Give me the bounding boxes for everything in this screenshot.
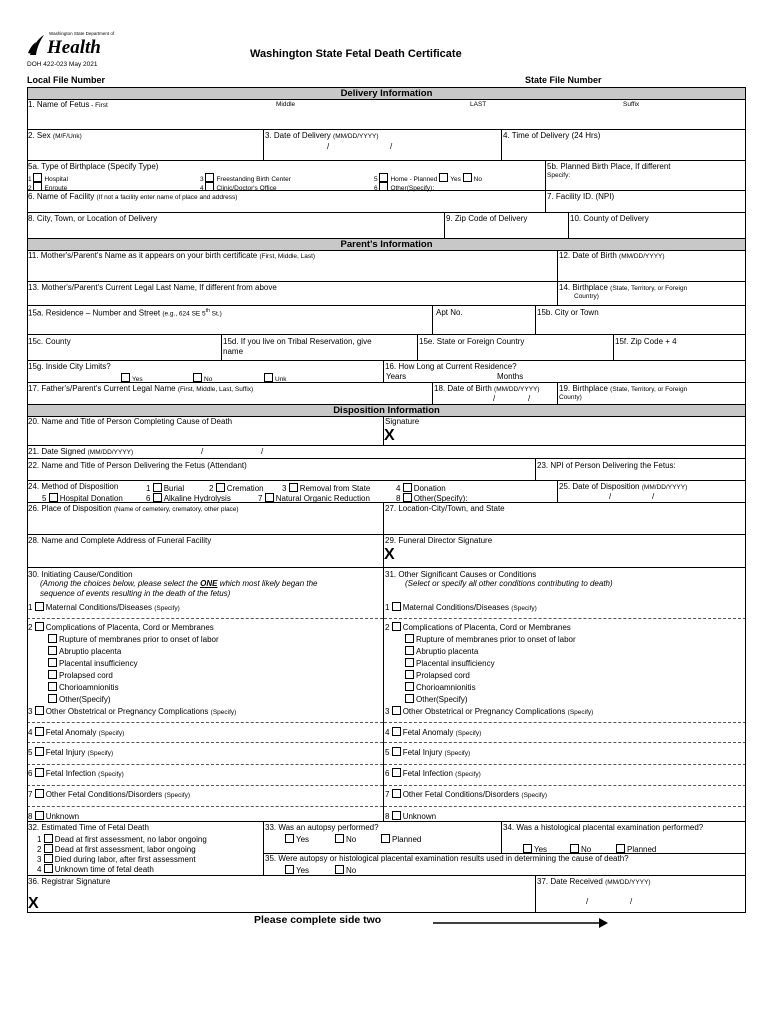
f34-planned[interactable]: Planned	[616, 844, 656, 854]
f5b-label: 5b. Planned Birth Place, If different	[547, 162, 671, 171]
f15g-no[interactable]: No	[193, 373, 212, 384]
f4-label: 4. Time of Delivery (24 Hrs)	[503, 131, 601, 140]
section-delivery	[27, 87, 746, 100]
f16-months: Months	[497, 372, 524, 381]
f11-label: 11. Mother's/Parent's Name as it appears on your birth certificate (First, Middle, Last)	[28, 251, 316, 260]
f21-slash2: /	[261, 447, 264, 456]
f27-label: 27. Location-City/Town, and State	[385, 504, 505, 513]
f19-hint2: County)	[559, 394, 582, 401]
f24-burial[interactable]: 1 Burial	[146, 484, 185, 493]
f1-middle: Middle	[276, 101, 296, 108]
f31-c3[interactable]: 3 Other Obstetrical or Pregnancy Complications (Specify)	[385, 707, 594, 716]
f34-yes[interactable]: Yes	[523, 844, 547, 854]
f30-c7[interactable]: 7 Other Fetal Conditions/Disorders (Specify)	[28, 790, 191, 799]
f2-label: 2. Sex (M/F/Unk)	[28, 131, 82, 140]
f30-c8[interactable]: 8 Unknown	[28, 812, 80, 821]
f15a-label: 15a. Residence – Number and Street (e.g., 624 SE 5th St.)	[28, 308, 222, 318]
f18-slash1: /	[493, 394, 496, 403]
f24-organic[interactable]: 7 Natural Organic Reduction	[258, 494, 370, 503]
f24-removal[interactable]: 3 Removal from State	[282, 484, 371, 493]
health-logo	[27, 27, 115, 61]
f30-c1[interactable]: 1 Maternal Conditions/Diseases (Specify)	[28, 603, 180, 612]
f14-label: 14. Birthplace (State, Territory, or Foreign	[559, 283, 688, 292]
f31-s2[interactable]: Abruptio placenta	[405, 646, 478, 656]
f1-suffix: Suffix	[623, 101, 640, 108]
f28-label: 28. Name and Complete Address of Funeral Facility	[28, 536, 212, 545]
f31-c8[interactable]: 8 Unknown	[385, 812, 437, 821]
f3-slash1: /	[327, 142, 330, 151]
f13-label: 13. Mother's/Parent's Current Legal Last Name, If different from above	[28, 283, 277, 292]
f37-label: 37. Date Received (MM/DD/YYYY)	[537, 877, 651, 886]
f21-label: 21. Date Signed (MM/DD/YYYY)	[28, 447, 134, 456]
f35-no[interactable]: No	[335, 865, 356, 875]
apt-label: Apt No.	[436, 308, 463, 317]
f30-label: 30. Initiating Cause/Condition	[28, 570, 133, 579]
section-parents	[27, 238, 746, 251]
f30-c2[interactable]: 2 Complications of Placenta, Cord or Membranes	[28, 623, 214, 632]
f15e-label: 15e. State or Foreign Country	[419, 337, 525, 346]
footer-text: Please complete side two	[254, 914, 382, 926]
f12-label: 12. Date of Birth (MM/DD/YYYY)	[559, 251, 665, 260]
f31-c7[interactable]: 7 Other Fetal Conditions/Disorders (Specify)	[385, 790, 548, 799]
f33-planned[interactable]: Planned	[381, 834, 421, 844]
health-logo-icon	[27, 33, 47, 57]
f7-label: 7. Facility ID. (NPI)	[547, 192, 615, 201]
state-file-label: State File Number	[525, 75, 602, 85]
f36-sign-x[interactable]: X	[28, 895, 39, 912]
f21-slash1: /	[201, 447, 204, 456]
f5a-opt3[interactable]: 3 Freestanding Birth Center	[200, 173, 291, 184]
f29-label: 29. Funeral Director Signature	[385, 536, 493, 545]
f33-no[interactable]: No	[335, 834, 356, 844]
f30-s1[interactable]: Rupture of membranes prior to onset of labor	[48, 634, 219, 644]
f31-s1[interactable]: Rupture of membranes prior to onset of labor	[405, 634, 576, 644]
f24-other[interactable]: 8 Other(Specify):	[396, 494, 468, 503]
f36-label: 36. Registrar Signature	[28, 877, 111, 886]
f32-o1[interactable]: 1 Dead at first assessment, no labor ongoing	[37, 835, 207, 844]
f15g-yes[interactable]: Yes	[121, 373, 143, 384]
f3-slash2: /	[390, 142, 393, 151]
f5a-label: 5a. Type of Birthplace (Specify Type)	[28, 162, 159, 171]
f34-label: 34. Was a histological placental examination performed?	[503, 823, 704, 832]
f31-s3[interactable]: Placental insufficiency	[405, 658, 495, 668]
f15d-label: 15d. If you live on Tribal Reservation, give	[223, 337, 372, 346]
f5b-specify: Specify:	[547, 172, 571, 179]
f37-slash1: /	[586, 897, 589, 906]
f35-label: 35. Were autopsy or histological placental examination results used in determining the cause of death?	[265, 854, 629, 863]
f31-instr1: (Select or specify all other conditions contributing to death)	[405, 579, 613, 588]
f30-s2[interactable]: Abruptio placenta	[48, 646, 121, 656]
f30-s5[interactable]: Chorioamnionitis	[48, 682, 119, 692]
f30-c6[interactable]: 6 Fetal Infection (Specify)	[28, 769, 124, 778]
f25-label: 25. Date of Disposition (MM/DD/YYYY)	[559, 482, 688, 491]
f30-c3[interactable]: 3 Other Obstetrical or Pregnancy Complications (Specify)	[28, 707, 237, 716]
f32-o4[interactable]: 4 Unknown time of fetal death	[37, 865, 154, 874]
local-file-label: Local File Number	[27, 75, 106, 85]
f3-label: 3. Date of Delivery (MM/DD/YYYY)	[265, 131, 379, 140]
f5a-opt1[interactable]: 1 Hospital	[28, 173, 68, 184]
f30-c5[interactable]: 5 Fetal Injury (Specify)	[28, 748, 114, 757]
f35-yes[interactable]: Yes	[285, 865, 309, 875]
f14-hint2: Country)	[574, 293, 599, 300]
f32-o3[interactable]: 3 Died during labor, after first assessment	[37, 855, 196, 864]
f31-c4[interactable]: 4 Fetal Anomaly (Specify)	[385, 728, 482, 737]
f15c-label: 15c. County	[28, 337, 71, 346]
form-code: DOH 422-023 May 2021	[27, 61, 98, 68]
f15b-label: 15b. City or Town	[537, 308, 599, 317]
f15g-label: 15g. Inside City Limits?	[28, 362, 111, 371]
f32-o2[interactable]: 2 Dead at first assessment, labor ongoing	[37, 845, 196, 854]
f15g-unk[interactable]: Unk	[264, 373, 287, 384]
f23-label: 23. NPI of Person Delivering the Fetus:	[537, 461, 676, 470]
section-delivery-title: Delivery Information	[340, 88, 433, 99]
f10-label: 10. County of Delivery	[570, 214, 649, 223]
f29-sign-x[interactable]: X	[384, 546, 395, 563]
f16-years: Years	[386, 372, 407, 381]
f24-cremation[interactable]: 2 Cremation	[209, 484, 264, 493]
f5a-opt5[interactable]: 5 Home - Planned Yes No	[374, 173, 482, 184]
f31-c2[interactable]: 2 Complications of Placenta, Cord or Membranes	[385, 623, 571, 632]
f30-s3[interactable]: Placental insufficiency	[48, 658, 138, 668]
f5a-opt6[interactable]: 6 Other(Specify):	[374, 182, 434, 193]
f20-sig: Signature	[385, 417, 420, 426]
f32-label: 32. Estimated Time of Fetal Death	[28, 823, 149, 832]
f31-c5[interactable]: 5 Fetal Injury (Specify)	[385, 748, 471, 757]
f31-s5[interactable]: Chorioamnionitis	[405, 682, 476, 692]
f8-label: 8. City, Town, or Location of Delivery	[28, 214, 158, 223]
f30-s4[interactable]: Prolapsed cord	[48, 670, 113, 680]
f31-s4[interactable]: Prolapsed cord	[405, 670, 470, 680]
f5a-opt4[interactable]: 4 Clinic/Doctor's Office	[200, 182, 276, 193]
f18-label: 18. Date of Birth (MM/DD/YYYY)	[434, 384, 540, 393]
f37-slash2: /	[630, 897, 633, 906]
f31-c1[interactable]: 1 Maternal Conditions/Diseases (Specify)	[385, 603, 537, 612]
f9-label: 9. Zip Code of Delivery	[446, 214, 528, 223]
f34-no[interactable]: No	[570, 844, 591, 854]
f24-hospital[interactable]: 5 Hospital Donation	[42, 494, 123, 503]
f15d-label2: name	[223, 347, 244, 356]
f1-label: 1. Name of Fetus - First	[28, 100, 108, 109]
f20-label: 20. Name and Title of Person Completing Cause of Death	[28, 417, 233, 426]
f16-label: 16. How Long at Current Residence?	[385, 362, 517, 371]
f31-c6[interactable]: 6 Fetal Infection (Specify)	[385, 769, 481, 778]
section-parents-title: Parent's Information	[340, 239, 433, 250]
f31-s6[interactable]: Other(Specify)	[405, 694, 468, 704]
logo-word: Health	[47, 37, 101, 58]
section-disposition-title: Disposition Information	[333, 405, 440, 416]
f1-last: LAST	[470, 101, 487, 108]
f5a-opt2[interactable]: 2 Enroute	[28, 182, 67, 193]
f24-donation[interactable]: 4 Donation	[396, 484, 446, 493]
f33-label: 33. Was an autopsy performed?	[265, 823, 379, 832]
f22-label: 22. Name and Title of Person Delivering the Fetus (Attendant)	[28, 461, 247, 470]
f30-c4[interactable]: 4 Fetal Anomaly (Specify)	[28, 728, 125, 737]
section-disposition	[27, 404, 746, 417]
f30-instr1: (Among the choices below, please select the ONE which most likely began the	[40, 579, 318, 588]
f19-label: 19. Birthplace (State, Territory, or Foreign	[559, 384, 688, 393]
f25-slash1: /	[609, 492, 612, 501]
f20-sign-x[interactable]: X	[384, 427, 395, 444]
f18-slash2: /	[528, 394, 531, 403]
f30-s6[interactable]: Other(Specify)	[48, 694, 111, 704]
page-title: Washington State Fetal Death Certificate	[250, 48, 462, 60]
f31-label: 31. Other Significant Causes or Conditions	[385, 570, 537, 579]
f6-label: 6. Name of Facility (If not a facility enter name of place and address)	[28, 192, 238, 201]
f33-yes[interactable]: Yes	[285, 834, 309, 844]
f17-label: 17. Father's/Parent's Current Legal Name (First, Middle, Last, Suffix)	[28, 384, 254, 393]
arrow-right-icon	[433, 917, 608, 929]
f24-label: 24. Method of Disposition	[28, 482, 119, 491]
logo-small-text: Washington State Department of	[49, 31, 115, 36]
f25-slash2: /	[652, 492, 655, 501]
f24-alkaline[interactable]: 6 Alkaline Hydrolysis	[146, 494, 231, 503]
f26-label: 26. Place of Disposition (Name of cemetery, crematory, other place)	[28, 504, 239, 513]
f15f-label: 15f. Zip Code + 4	[615, 337, 677, 346]
f30-instr2: sequence of events resulting in the death of the fetus)	[40, 589, 231, 598]
